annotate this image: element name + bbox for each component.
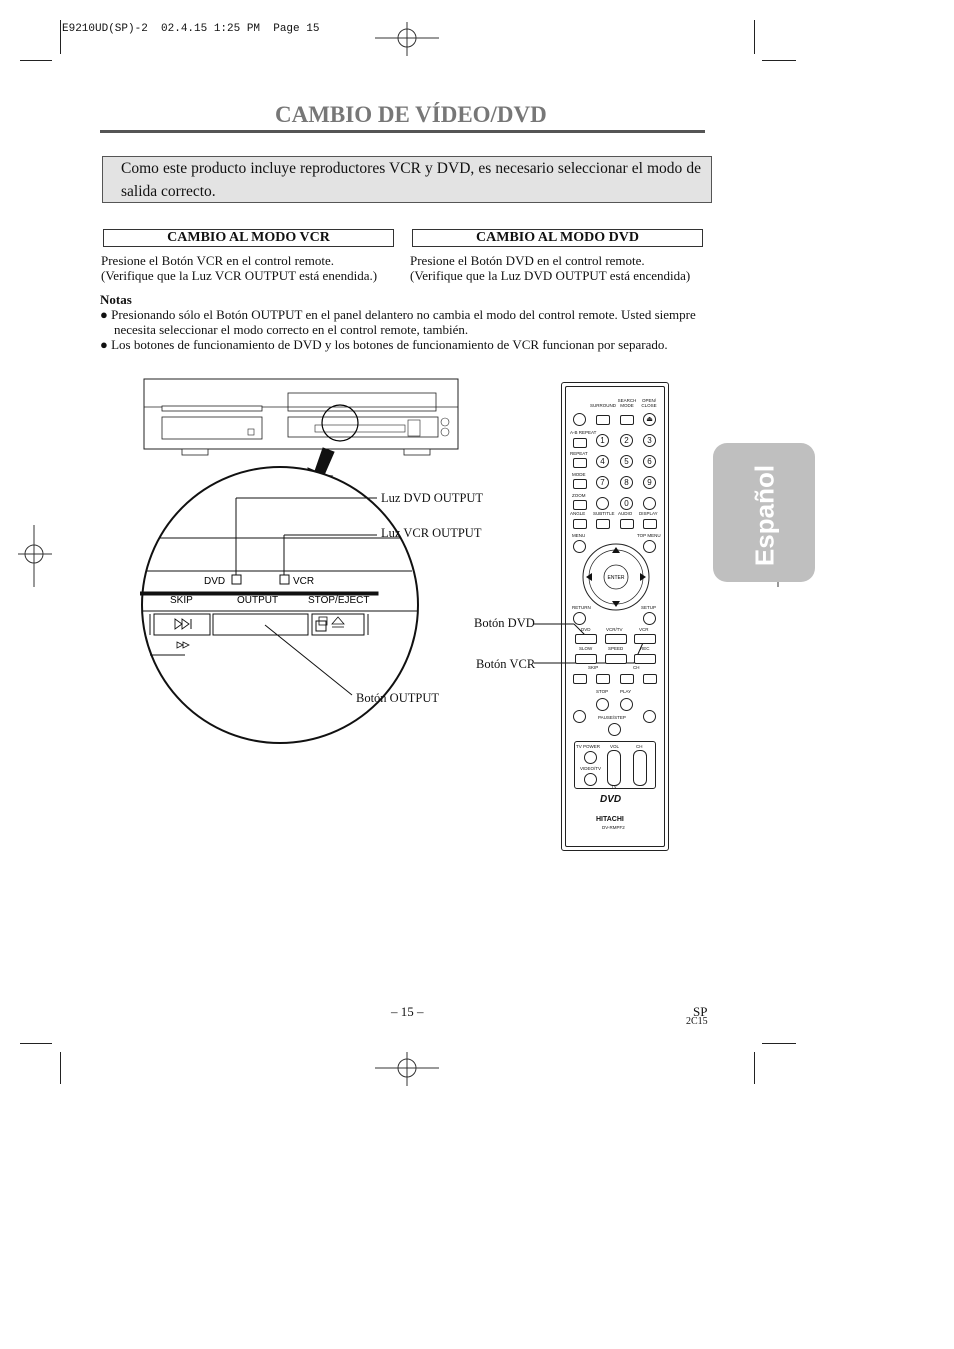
setup-button[interactable]: [643, 612, 656, 625]
zoom-skip-label: SKIP: [170, 595, 193, 606]
page-title: CAMBIO DE VÍDEO/DVD: [275, 102, 547, 127]
title-rule: [100, 130, 705, 133]
slow-label: SLOW: [579, 646, 593, 651]
dvd-instruction: [410, 253, 690, 283]
tv-power-label: TV POWER: [576, 744, 601, 749]
vcr-source-label: VCR: [639, 627, 649, 632]
rec-button[interactable]: [634, 654, 656, 664]
registration-mark: [375, 22, 440, 56]
language-code: SP: [693, 1004, 708, 1019]
subtitle-button[interactable]: [596, 519, 610, 529]
rec-label: REC: [640, 646, 650, 651]
zoom-dvd-label: DVD: [204, 576, 226, 587]
stop-button[interactable]: [596, 698, 609, 711]
digit-6-button[interactable]: 6: [643, 455, 656, 468]
dvd-button[interactable]: [575, 634, 597, 644]
rewind-button[interactable]: [573, 710, 586, 723]
pause-step-label: PAUSE/STEP: [598, 715, 626, 720]
callout-output-button: Botón OUTPUT: [356, 691, 439, 705]
mode-label: MODE: [572, 472, 586, 477]
remote-control: [561, 382, 669, 851]
power-button[interactable]: [573, 413, 586, 426]
callout-vcr-button: Botón VCR: [476, 657, 536, 671]
volume-rocker[interactable]: [607, 750, 621, 786]
dvd-logo: DVD: [600, 794, 622, 805]
page-number: – 15 –: [391, 1004, 424, 1019]
ch-label: CH: [633, 665, 640, 670]
digit-2-button[interactable]: 2: [620, 434, 633, 447]
zoom-stop-eject-label: STOP/EJECT: [308, 595, 370, 606]
digit-5-button[interactable]: 5: [620, 455, 633, 468]
model-label: DV-RMPF2: [602, 825, 625, 830]
surround-label: SURROUND: [590, 403, 617, 408]
vcr-instruction: [101, 253, 377, 283]
plus-10-button[interactable]: [643, 497, 656, 510]
notes-heading: Notas: [100, 292, 132, 307]
crop-mark: [60, 1052, 61, 1084]
device-illustration: [140, 375, 540, 745]
zoom-output-label: OUTPUT: [237, 595, 279, 606]
crop-mark: [20, 1043, 52, 1044]
crop-mark: [762, 1043, 796, 1044]
subtitle-label: SUBTITLE: [593, 511, 615, 516]
dvd-line-1: Presione el Botón DVD en el control remote.: [410, 253, 645, 268]
repeat-label: REPEAT: [570, 451, 588, 456]
fast-forward-button[interactable]: [643, 710, 656, 723]
note-item: ● Presionando sólo el Botón OUTPUT en el panel delantero no cambia el modo del control remote. Usted siempre necesita seleccionar el modo correcto en el control remote, también.: [100, 307, 696, 337]
audio-label: AUDIO: [618, 511, 633, 516]
zoom-vcr-label: VCR: [293, 576, 315, 587]
search-mode-label: SEARCH MODE: [617, 398, 637, 408]
audio-button[interactable]: [620, 519, 634, 529]
brand-logo: HITACHI: [596, 816, 624, 823]
callout-dvd-output-light: Luz DVD OUTPUT: [381, 491, 484, 505]
crop-mark: [762, 60, 796, 61]
ab-repeat-label: A-B REPEAT: [570, 430, 597, 435]
video-tv-label: VIDEO/TV: [580, 766, 602, 771]
vcr-tv-label: VCR/TV: [606, 627, 623, 632]
digit-4-button[interactable]: 4: [596, 455, 609, 468]
surround-button[interactable]: [596, 415, 610, 425]
open-close-button[interactable]: ⏏: [643, 413, 656, 426]
display-label: DISPLAY: [639, 511, 658, 516]
callout-dvd-button: Botón DVD: [474, 616, 535, 630]
zoom-button[interactable]: [573, 500, 587, 510]
intro-box: Como este producto incluye reproductores VCR y DVD, es necesario seleccionar el modo de salida correcto.: [102, 156, 712, 203]
setup-label: SETUP: [641, 605, 657, 610]
ch2-label: CH: [636, 744, 643, 749]
angle-label: ANGLE: [570, 511, 586, 516]
skip-back-button[interactable]: [573, 674, 587, 684]
vcr-button[interactable]: [634, 634, 656, 644]
ch-down-button[interactable]: [620, 674, 634, 684]
vcr-tv-button[interactable]: [605, 634, 627, 644]
digit-0-button[interactable]: 0: [620, 497, 633, 510]
clear-button[interactable]: [596, 497, 609, 510]
play-button[interactable]: [620, 698, 633, 711]
digit-9-button[interactable]: 9: [643, 476, 656, 489]
vcr-line-1: Presione el Botón VCR en el control remote.: [101, 253, 334, 268]
tv-label: TV: [611, 784, 617, 789]
return-button[interactable]: [573, 612, 586, 625]
print-slug: E9210UD(SP)-2 02.4.15 1:25 PM Page 15: [62, 23, 320, 35]
digit-7-button[interactable]: 7: [596, 476, 609, 489]
digit-1-button[interactable]: 1: [596, 434, 609, 447]
ch-up-button[interactable]: [643, 674, 657, 684]
search-mode-button[interactable]: [620, 415, 634, 425]
section-heading-dvd: CAMBIO AL MODO DVD: [412, 229, 703, 247]
notes: [100, 292, 712, 352]
crop-mark: [754, 1052, 755, 1084]
return-label: RETURN: [572, 605, 591, 610]
crop-mark: [754, 20, 755, 54]
play-label: PLAY: [620, 689, 632, 694]
crop-mark: [60, 20, 61, 54]
menu-label: MENU: [572, 533, 586, 538]
page-code: 2C15: [686, 1016, 708, 1027]
note-text: Los botones de funcionamiento de DVD y los botones de funcionamiento de VCR funcionan por separado.: [111, 337, 668, 352]
top-menu-label: TOP MENU: [637, 533, 661, 538]
slow-button[interactable]: [575, 654, 597, 664]
registration-mark: [18, 525, 54, 587]
mode-button[interactable]: [573, 479, 587, 489]
tv-power-button[interactable]: [584, 751, 597, 764]
speed-label: SPEED: [608, 646, 624, 651]
open-close-label: OPEN/ CLOSE: [641, 398, 657, 408]
vol-label: VOL: [610, 744, 620, 749]
digit-3-button[interactable]: 3: [643, 434, 656, 447]
video-tv-button[interactable]: [584, 773, 597, 786]
repeat-button[interactable]: [573, 458, 587, 468]
note-item: ● Los botones de funcionamiento de DVD y los botones de funcionamiento de VCR funcionan por separado.: [100, 337, 668, 352]
skip-label: SKIP: [588, 665, 599, 670]
direction-pad[interactable]: [582, 543, 650, 611]
skip-forward-button[interactable]: [596, 674, 610, 684]
note-text: Presionando sólo el Botón OUTPUT en el panel delantero no cambia el modo del control remote. Usted siempre necesita seleccionar el modo correcto en el control remote, también.: [111, 307, 696, 337]
section-heading-vcr: CAMBIO AL MODO VCR: [103, 229, 394, 247]
crop-mark: [20, 60, 52, 61]
enter-label: ENTER: [607, 575, 625, 581]
stop-label: STOP: [596, 689, 609, 694]
language-tab-label: Español: [749, 464, 780, 567]
dvd-line-2: (Verifique que la Luz DVD OUTPUT está encendida): [410, 268, 691, 283]
display-button[interactable]: [643, 519, 657, 529]
angle-button[interactable]: [573, 519, 587, 529]
pause-step-button[interactable]: [608, 723, 621, 736]
vcr-line-2: (Verifique que la Luz VCR OUTPUT está enendida.): [101, 268, 378, 283]
callout-vcr-output-light: Luz VCR OUTPUT: [381, 526, 482, 540]
speed-button[interactable]: [605, 654, 627, 664]
registration-mark: [375, 1052, 440, 1086]
zoom-label: ZOOM: [572, 493, 586, 498]
dvd-source-label: DVD: [581, 627, 591, 632]
ab-repeat-button[interactable]: [573, 438, 587, 448]
digit-8-button[interactable]: 8: [620, 476, 633, 489]
channel-rocker[interactable]: [633, 750, 647, 786]
